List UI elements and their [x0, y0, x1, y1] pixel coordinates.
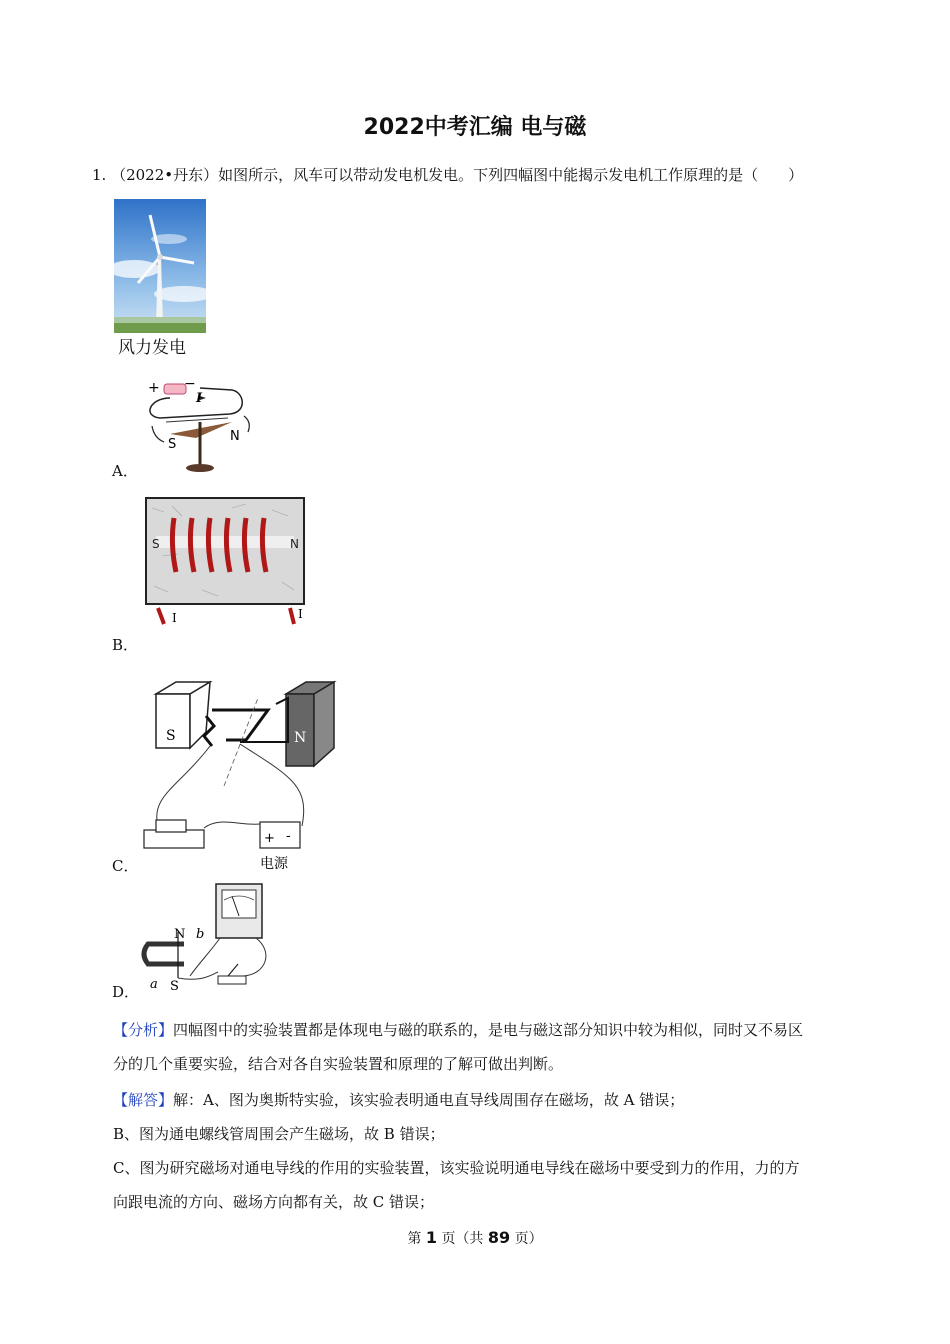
a-s-label: S: [168, 437, 177, 452]
figure-c-motor-principle: [140, 676, 340, 872]
answer-label: 【解答】: [113, 1091, 174, 1109]
page-title: 2022中考汇编 电与磁: [363, 115, 587, 140]
b-i1-label: I: [172, 611, 177, 625]
a-n-label: N: [230, 429, 240, 444]
question-text: （2022•丹东）如图所示，风车可以带动发电机发电。下列四幅图中能揭示发电机工作原理的是（ ）: [111, 166, 804, 184]
c-n-label: N: [294, 730, 307, 746]
page-number: 1: [425, 1228, 437, 1247]
wind-turbine-photo: [114, 199, 206, 333]
d-b-label: b: [196, 927, 205, 942]
analysis-section: [113, 1013, 873, 1081]
a-minus-label: −: [184, 378, 196, 392]
b-s-label: S: [152, 537, 160, 551]
option-a[interactable]: A．: [112, 462, 138, 480]
b-n-label: N: [290, 537, 299, 551]
answer-section: [113, 1083, 873, 1219]
a-current-label: I: [196, 391, 203, 406]
c-plus-label: +: [264, 831, 275, 846]
c-power-label: 电源: [260, 856, 288, 872]
a-plus-label: +: [148, 380, 160, 396]
answer-line-4: 向跟电流的方向、磁场方向都有关，故 C 错误；: [113, 1193, 435, 1211]
answer-line-2: B、图为通电螺线管周围会产生磁场，故 B 错误；: [113, 1125, 445, 1143]
total-pages: 89: [487, 1228, 511, 1247]
figure-d-induction: [140, 882, 276, 990]
analysis-line-2: 分的几个重要实验，结合对各自实验装置和原理的了解可做出判断。: [113, 1055, 564, 1073]
d-n-label: N: [174, 927, 186, 942]
answer-line-1: 【解答】解：A、图为奥斯特实验，该实验表明通电直导线周围存在磁场，故 A 错误；: [113, 1091, 685, 1109]
c-minus-label: -: [286, 829, 291, 844]
c-s-label: S: [166, 728, 176, 744]
figure-a-oersted: [140, 378, 250, 474]
question-number: 1.: [92, 166, 107, 184]
d-a-label: a: [150, 977, 158, 990]
figure-b-solenoid: [142, 496, 308, 626]
page-footer: 第 1 页（共 89 页）: [407, 1228, 543, 1247]
b-i2-label: I: [298, 607, 303, 621]
figure-caption: 风力发电: [118, 338, 186, 358]
d-s-label: S: [170, 979, 179, 990]
question-1: [92, 164, 803, 185]
option-d[interactable]: D．: [112, 983, 140, 1001]
analysis-label: 【分析】: [113, 1021, 174, 1039]
analysis-line-1: 【分析】四幅图中的实验装置都是体现电与磁的联系的，是电与磁这部分知识中较为相似，同时又不易区: [113, 1021, 804, 1039]
option-b[interactable]: B．: [112, 636, 139, 654]
answer-line-3: C、图为研究磁场对通电导线的作用的实验装置，该实验说明通电导线在磁场中要受到力的作用，力的方: [113, 1159, 800, 1177]
option-c[interactable]: C．: [112, 857, 139, 875]
